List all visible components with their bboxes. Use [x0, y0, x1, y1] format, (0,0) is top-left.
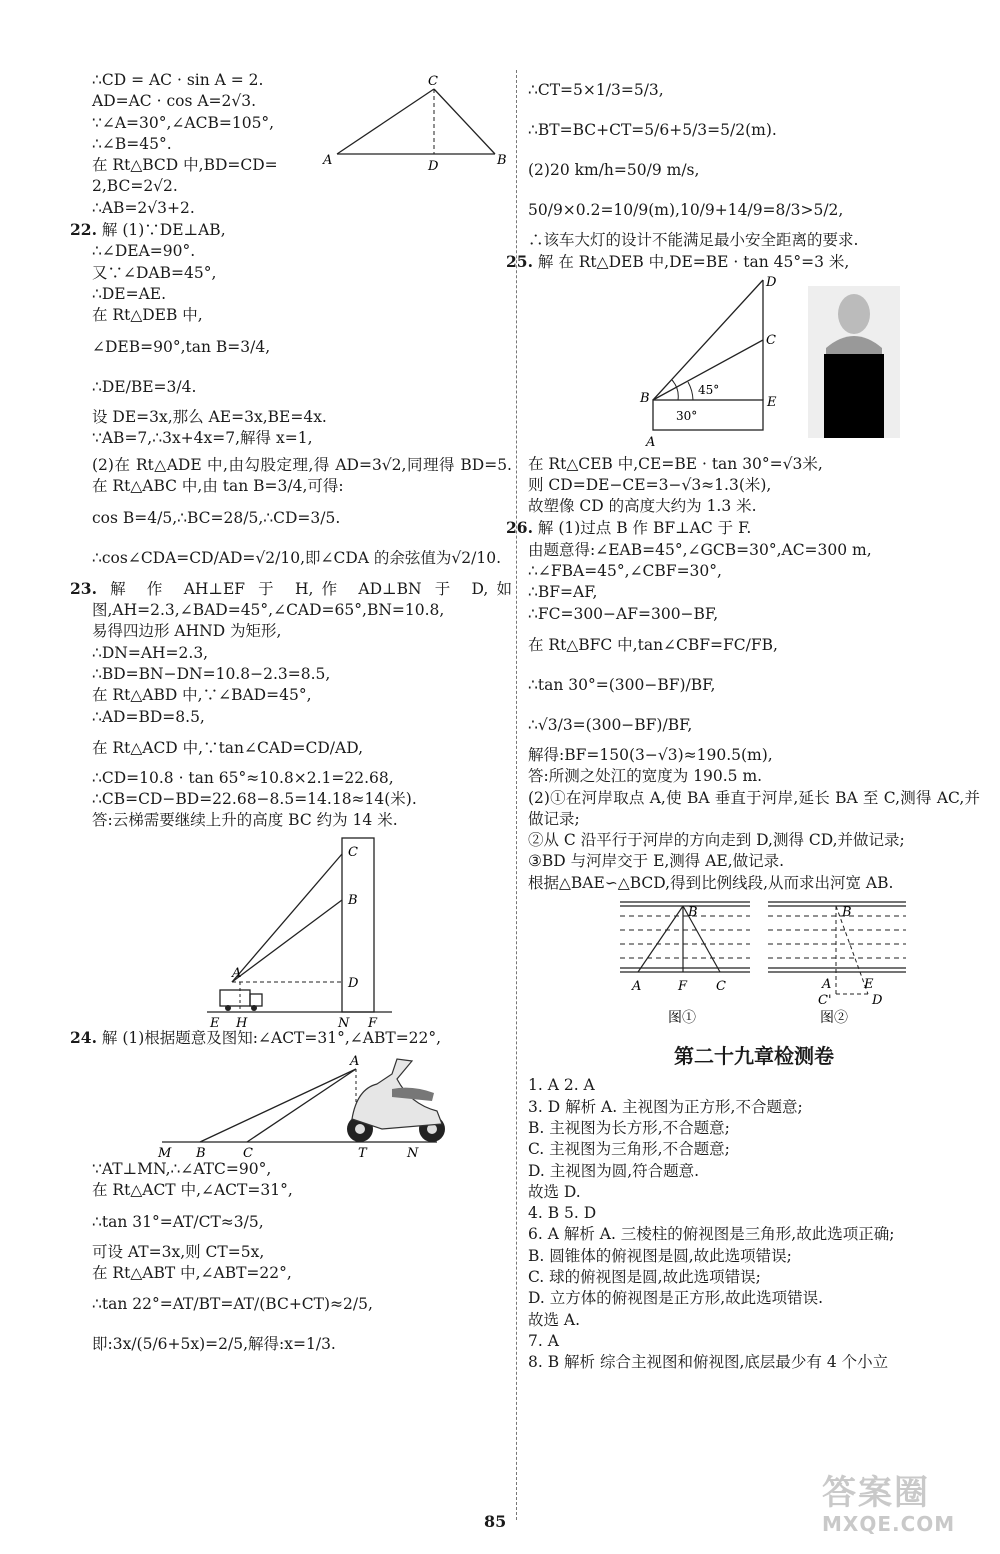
fig3-label-h: H [236, 1015, 248, 1027]
question-number: 22. [70, 220, 97, 240]
text-line: ∴∠DEA=90°. [92, 242, 196, 261]
text-line: 设 DE=3x,那么 AE=3x,BE=4x. [92, 407, 327, 426]
fig26b-label-b: B [842, 905, 852, 921]
answer-line: D. 主视图为圆,符合题意. [528, 1161, 700, 1180]
watermark-url: MXQE.COM [822, 1512, 956, 1536]
text-line: 在 Rt△BCD 中,BD=CD= [92, 156, 278, 175]
fig4-label-a: A [350, 1054, 360, 1070]
fig26a-label-b: B [688, 905, 698, 921]
column-divider [516, 70, 517, 1520]
text-line: ∴BD=BN−DN=10.8−2.3=8.5, [92, 664, 331, 683]
left-column [70, 70, 512, 1364]
text-line: (2)在 Rt△ADE 中,由勾股定理,得 AD=3√2,同理得 BD=5.在 Rt△ABC 中,由 tan B=3/4,可得: [92, 456, 512, 496]
text-line: ∴CD = AC · sin A = 2. [92, 71, 264, 89]
answer-line: 7. A [528, 1331, 559, 1350]
question-number: 23. [70, 578, 97, 598]
watermark-text: 答案圈 [822, 1473, 930, 1513]
fig26b-label-e: E [864, 977, 874, 993]
text-line: ∠DEB=90°,tan B=3/4, [92, 337, 271, 356]
text-line: ∵∠A=30°,∠ACB=105°, [92, 113, 275, 132]
text-line: 解 (1)∵DE⊥AB, [101, 221, 226, 240]
answer-line: C. 主视图为三角形,不合题意; [528, 1140, 730, 1159]
text-line: cos B=4/5,∴BC=28/5,∴CD=3/5. [92, 508, 341, 527]
fig25-angle-30: 30° [676, 408, 698, 423]
fig26b-label-d: D [872, 993, 883, 1009]
fig4-label-t: T [358, 1146, 367, 1160]
fig25-label-c: C [766, 332, 776, 348]
answer-line: B. 主视图为长方形,不合题意; [528, 1118, 730, 1137]
text-line: ②从 C 沿平行于河岸的方向走到 D,测得 CD,并做记录; [528, 831, 905, 850]
text-line: 则 CD=DE−CE=3−√3≈1.3(米), [528, 475, 772, 494]
fig3-label-e: E [210, 1015, 220, 1027]
question-number: 24. [70, 1027, 97, 1047]
text-line: 在 Rt△ABT 中,∠ABT=22°, [92, 1263, 292, 1282]
river-figures [528, 894, 980, 1034]
answer-line: 6. A 解析 A. 三棱柱的俯视图是三角形,故此选项正确; [528, 1225, 895, 1244]
text-line: (2)20 km/h=50/9 m/s, [528, 161, 700, 179]
text-line: ∴tan 30°=(300−BF)/BF, [528, 675, 716, 694]
text-line: 在 Rt△DEB 中, [92, 306, 203, 325]
text-line: 即:3x/(5/6+5x)=2/5,解得:x=1/3. [92, 1335, 336, 1354]
text-line: 可设 AT=3x,则 CT=5x, [92, 1242, 265, 1261]
answer-line: 故选 D. [528, 1182, 581, 1201]
fig25-angle-45: 45° [698, 382, 720, 397]
fig25-label-b: B [640, 390, 650, 406]
fig3-label-a: A [232, 965, 242, 981]
answer-line: B. 圆锥体的俯视图是圆,故此选项错误; [528, 1246, 792, 1265]
scooter-figure [92, 1049, 512, 1159]
text-line: 解 (1)过点 B 作 BF⊥AC 于 F. [537, 519, 752, 538]
right-column [506, 70, 980, 1374]
text-line: ∴√3/3=(300−BF)/BF, [528, 715, 693, 734]
fig26a-label-c: C [716, 979, 726, 995]
answer-line: 1. A 2. A [528, 1076, 595, 1095]
text-line: ∴tan 31°=AT/CT≈3/5, [92, 1212, 264, 1231]
text-line: ∴cos∠CDA=CD/AD=√2/10,即∠CDA 的余弦值为√2/10. [92, 548, 502, 567]
text-line: ∴DE=AE. [92, 284, 167, 303]
question-24 [70, 1027, 512, 1049]
text-line: 解得:BF=150(3−√3)≈190.5(m), [528, 745, 773, 764]
fig1-label-b: B [497, 153, 507, 168]
text-line: ∴BF=AF, [528, 583, 598, 602]
statue-figure [528, 274, 980, 454]
text-line: AD=AC · cos A=2√3. [92, 92, 257, 111]
question-number: 26. [506, 518, 533, 538]
text-line: 由题意得:∠EAB=45°,∠GCB=30°,AC=300 m, [528, 540, 872, 559]
text-line: ∴CB=CD−BD=22.68−8.5=14.18≈14(米). [92, 790, 417, 809]
fig4-label-c: C [243, 1146, 253, 1160]
ladder-figure [92, 832, 512, 1027]
text-line: 解 在 Rt△DEB 中,DE=BE · tan 45°=3 米, [537, 253, 850, 272]
answer-line: 故选 A. [528, 1310, 581, 1329]
fig1-label-d: D [428, 159, 439, 174]
fig4-label-m: M [158, 1146, 172, 1160]
text-line: ∴AD=BD=8.5, [92, 707, 205, 726]
page-number: 85 [484, 1512, 507, 1531]
answer-line: C. 球的俯视图是圆,故此选项错误; [528, 1268, 761, 1287]
answer-line: 4. B 5. D [528, 1204, 597, 1223]
river-figure-2 [768, 902, 906, 1026]
text-line: ∴CT=5×1/3=5/3, [528, 81, 664, 99]
fig26b-label-c: C' [818, 993, 832, 1009]
text-line: 又∵∠DAB=45°, [92, 263, 217, 282]
text-line: ∴AB=2√3+2. [92, 198, 195, 217]
fig26a-label-a: A [632, 979, 642, 995]
text-line: 2,BC=2√2. [92, 177, 178, 196]
chapter-title: 第二十九章检测卷 [674, 1044, 834, 1069]
fig3-label-d: D [348, 975, 359, 991]
fig26b-caption: 图② [820, 1010, 848, 1027]
fig3-label-c: C [348, 844, 358, 860]
text-line: 故塑像 CD 的高度大约为 1.3 米. [528, 497, 757, 516]
answer-line: D. 立方体的俯视图是正方形,故此选项错误. [528, 1289, 824, 1308]
text-line: 答:所测之处江的宽度为 190.5 m. [528, 767, 763, 786]
question-22 [70, 219, 512, 241]
text-line: ③BD 与河岸交于 E,测得 AE,做记录. [528, 852, 785, 871]
text-line: 易得四边形 AHND 为矩形, [92, 622, 282, 641]
triangle-figure-1 [317, 74, 507, 174]
question-25 [506, 251, 980, 273]
fig26a-caption: 图① [668, 1010, 696, 1027]
text-line: ∴DN=AH=2.3, [92, 643, 209, 662]
answer-line: 3. D 解析 A. 主视图为正方形,不合题意; [528, 1097, 803, 1116]
fig26b-label-a: A [822, 977, 832, 993]
text-line: 在 Rt△CEB 中,CE=BE · tan 30°=√3米, [528, 454, 823, 473]
fig26a-label-f: F [678, 979, 688, 995]
text-line: ∴DE/BE=3/4. [92, 377, 197, 396]
text-line: 解 作 AH⊥EF 于 H,作 AD⊥BN 于 D,如图,AH=2.3,∠BAD=45°,∠CAD=65°,BN=10.8, [92, 579, 512, 620]
text-line: ∴∠B=45°. [92, 134, 172, 153]
fig1-label-a: A [323, 153, 333, 168]
text-line: ∴tan 22°=AT/BT=AT/(BC+CT)≈2/5, [92, 1295, 373, 1314]
text-line: 在 Rt△ABD 中,∵∠BAD=45°, [92, 686, 312, 705]
fig25-label-e: E [767, 394, 777, 410]
text-line: ∴BT=BC+CT=5/6+5/3=5/2(m). [528, 121, 777, 139]
answer-line: 8. B 解析 综合主视图和俯视图,底层最少有 4 个小立 [528, 1353, 889, 1372]
fig3-label-b: B [348, 892, 358, 908]
text-line: 在 Rt△BFC 中,tan∠CBF=FC/FB, [528, 635, 778, 654]
question-26 [506, 517, 980, 539]
text-line: 答:云梯需要继续上升的高度 BC 约为 14 米. [92, 811, 398, 830]
fig4-label-n: N [407, 1146, 419, 1160]
question-number: 25. [506, 252, 533, 272]
fig3-label-n: N [338, 1015, 350, 1027]
text-line: (2)①在河岸取点 A,使 BA 垂直于河岸,延长 BA 至 C,测得 AC,并做记录; [528, 788, 980, 828]
text-line: 解 (1)根据题意及图知:∠ACT=31°,∠ABT=22°, [101, 1028, 442, 1047]
fig1-label-c: C [428, 74, 438, 89]
text-line: ∴CD=10.8 · tan 65°≈10.8×2.1=22.68, [92, 768, 394, 787]
text-line: 根据△BAE∽△BCD,得到比例线段,从而求出河宽 AB. [528, 873, 894, 892]
text-line: ∵AB=7,∴3x+4x=7,解得 x=1, [92, 428, 313, 447]
watermark-logo [822, 1465, 992, 1545]
statue-photo [808, 286, 900, 438]
text-line: 在 Rt△ACD 中,∵tan∠CAD=CD/AD, [92, 738, 363, 757]
text-line: 在 Rt△ACT 中,∠ACT=31°, [92, 1181, 293, 1200]
text-line: ∴FC=300−AF=300−BF, [528, 604, 719, 623]
scooter-image [347, 1059, 445, 1142]
text-line: ∴∠FBA=45°,∠CBF=30°, [528, 562, 722, 581]
text-line: ∴该车大灯的设计不能满足最小安全距离的要求. [528, 231, 859, 249]
fig4-label-b: B [196, 1146, 206, 1160]
question-23 [70, 578, 512, 622]
fig25-label-a: A [646, 434, 656, 450]
fig25-label-d: D [766, 274, 777, 290]
text-line: 50/9×0.2=10/9(m),10/9+14/9=8/3>5/2, [528, 201, 844, 219]
river-figure-1 [620, 902, 750, 1026]
fig3-label-f: F [368, 1015, 378, 1027]
text-line: ∵AT⊥MN,∴∠ATC=90°, [92, 1160, 272, 1179]
